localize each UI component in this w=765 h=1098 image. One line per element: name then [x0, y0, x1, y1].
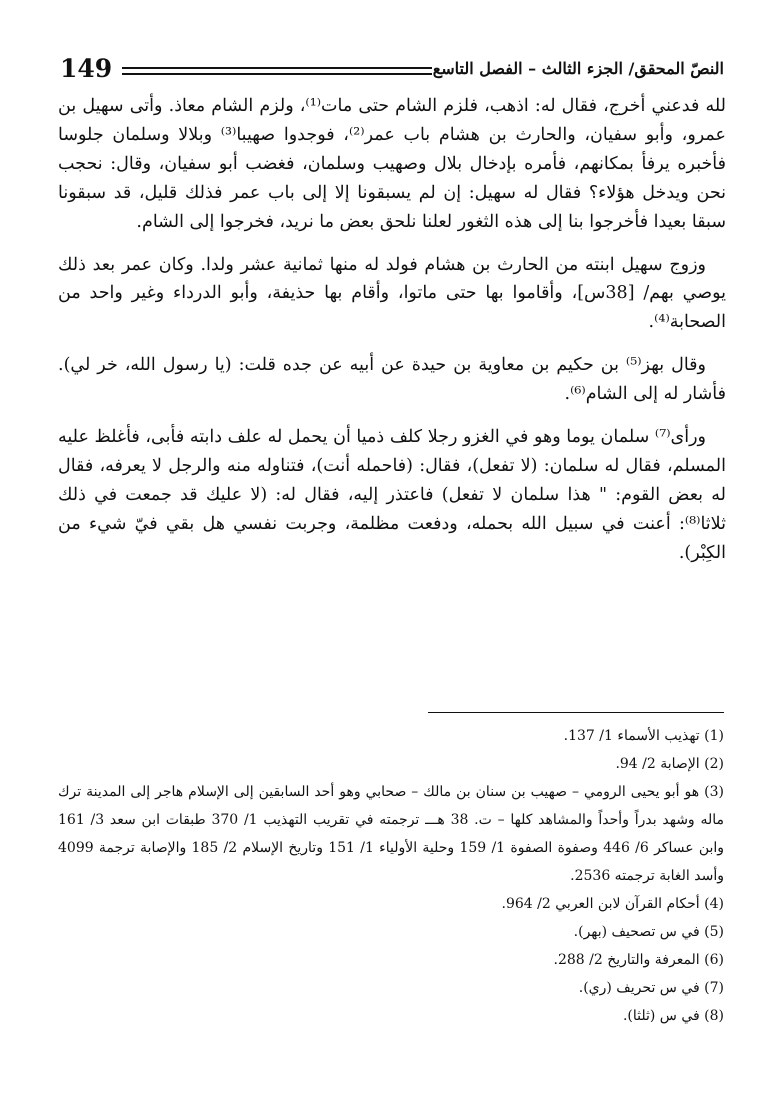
paragraph: لله فدعني أخرج، فقال له: اذهب، فلزم الشام حتى مات⁽¹⁾، ولزم الشام معاذ. وأتى سهيل بن عمرو، وأبو سفيان، والحارث بن هشام باب عمر⁽²⁾، فوجدوا صهيبا⁽³⁾ وبلالا وسلمان جلوسا فأخبره يرفأ بمكانهم، فأمره بإدخال بلال وصهيب وسلمان، فغضب أبو سفيان، وقال: نحجب نحن ويدخل هؤلاء؟ فقال له سهيل: إن لم يسبقونا إلا إلى باب عمر فذلك قليل، قد سبقونا سبقا بعيدا فأخرجوا بنا إلى هذه الثغور لعلنا نلحق بعض ما نريد، فخرجوا إلى الشام. [58, 96, 726, 232]
paragraph: وقال بهز⁽⁵⁾ بن حكيم بن معاوية بن حيدة عن أبيه عن جده قلت: (يا رسول الله، خر لي). فأشار له إلى الشام⁽⁶⁾. [58, 355, 726, 405]
paragraph: ورأى⁽⁷⁾ سلمان يوما وهو في الغزو رجلا كلف ذميا أن يحمل له علف دابته فأبى، فأغلظ عليه المسلم، فقال له سلمان: (لا تفعل)، فقال: (فاحمله أنت)، فتناوله منه والرجل لا يعرفه، فقال له بعض القوم: " هذا سلمان لا تفعل) فاعتذر إليه، فقال له: (لا عليك قد جمعت في ذلك ثلاثا⁽⁸⁾: أعنت في سبيل الله بحمله، ودفعت مظلمة، وجربت نفسي هل بقي فيّ شيء من الكِبْر). [58, 427, 726, 563]
paragraph: وزوج سهيل ابنته من الحارث بن هشام فولد له منها ثمانية عشر ولدا. وكان عمر بعد ذلك يوصي بهم/ [38س]، وأقاموا بها حتى ماتوا، وأقام بها حذيفة، وأبو الدرداء وغير واحد من الصحابة⁽⁴⁾. [58, 254, 726, 333]
footnote: (3) هو أبو يحيى الرومي – صهيب بن سنان بن مالك – صحابي وهو أحد السابقين إلى الإسلام هاجر إلى المدينة ترك ماله وشهد بدراً وأحداً والمشاهد كلها – ت. 38 هـــ ترجمته في تقريب التهذيب 1/ 370 طبقات ابن سعد 3/ 161 وابن عساكر 6/ 446 وصفوة الصفوة 1/ 159 وحلية الأولياء 1/ 151 وتاريخ الإسلام 2/ 185 والإصابة ترجمة 4099 وأسد الغابة ترجمته 2536. [58, 784, 725, 884]
footnote: (5) في س تصحيف (بهر). [573, 924, 724, 940]
footnote-separator [428, 712, 724, 713]
footnote: (1) تهذيب الأسماء 1/ 137. [563, 728, 724, 744]
footnotes [58, 722, 724, 1030]
footnote: (8) في س (ثلثا). [622, 1008, 724, 1024]
footnote: (2) الإصابة 2/ 94. [615, 756, 724, 772]
header-double-rule [122, 67, 432, 75]
main-text [58, 92, 726, 582]
page-header [60, 52, 724, 86]
footnote: (7) في س تحريف (ري). [578, 980, 724, 996]
footnote: (6) المعرفة والتاريخ 2/ 288. [553, 952, 724, 968]
footnote: (4) أحكام القرآن لابن العربي 2/ 964. [501, 896, 724, 912]
page-number: 149 [60, 54, 113, 83]
running-head: النصّ المحقق/ الجزء الثالث – الفصل التاسع [432, 59, 724, 78]
